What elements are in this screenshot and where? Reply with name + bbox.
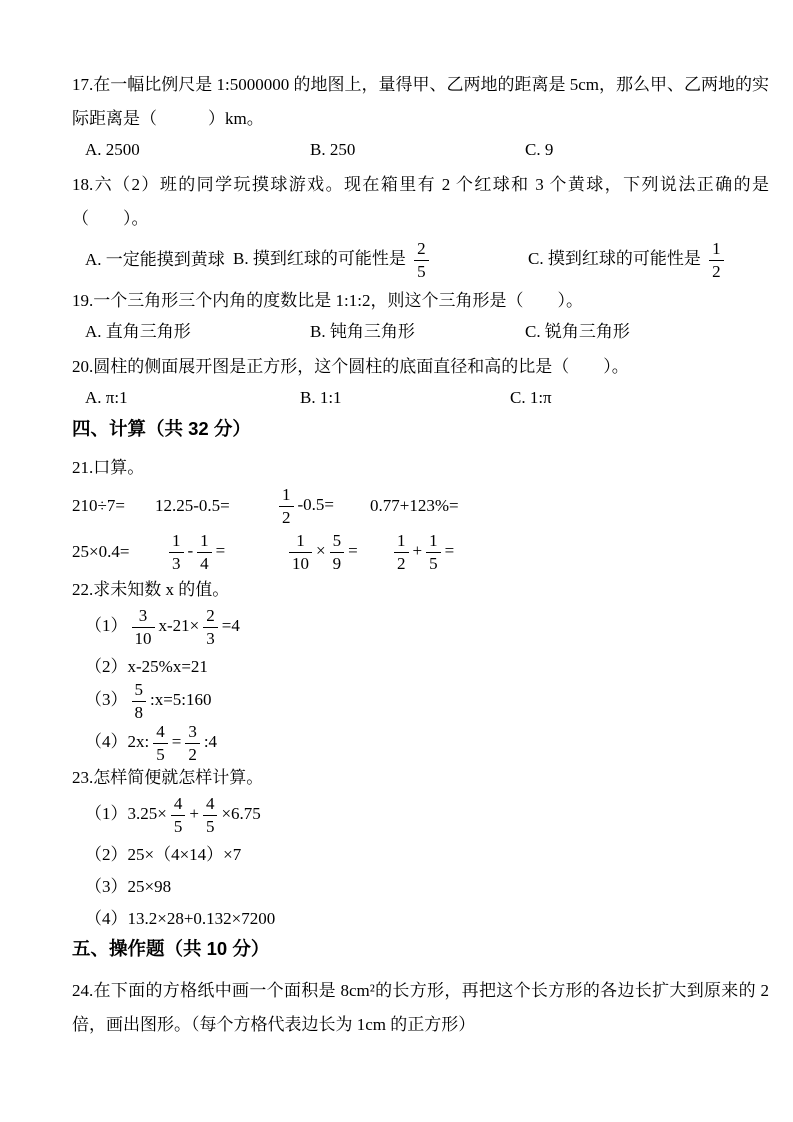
expression [85, 722, 217, 764]
fraction [171, 794, 186, 836]
fraction [197, 531, 212, 573]
option-c: C. 1:π [510, 388, 552, 407]
question-22-stem: 22.求未知数 x 的值。 [72, 580, 230, 599]
question-24-stem: 24.在下面的方格纸中画一个面积是 8cm²的长方形，再把这个长方形的各边长扩大到原来的 2 倍，画出图形。（每个方格代表边长为 1cm 的正方形） [72, 981, 769, 1035]
option-b: B. 钝角三角形 [310, 322, 415, 341]
fraction-numerator: 1 [709, 239, 724, 261]
expression-text: + [189, 804, 199, 824]
expression-text: （4）13.2×28+0.132×7200 [85, 908, 276, 928]
fraction-numerator: 1 [169, 531, 184, 553]
option-a: A. 2500 [85, 140, 140, 159]
fraction-denominator: 2 [282, 507, 291, 527]
fraction [203, 606, 218, 648]
fraction [426, 531, 441, 573]
fraction-denominator: 8 [134, 702, 143, 722]
oral-calc-row-1 [72, 484, 769, 528]
question-18 [72, 168, 769, 282]
expression-text: x-21× [158, 615, 200, 635]
expression [285, 531, 390, 573]
expression [370, 496, 769, 516]
expression-text: = [215, 540, 226, 560]
fraction-numerator: 1 [289, 531, 312, 553]
sub-item-1 [85, 606, 769, 648]
expression-text: A. 一定能摸到黄球 [85, 250, 225, 269]
expression [390, 531, 769, 573]
expression-text: （1） [85, 615, 128, 635]
expression-text: 0.77+123%= [370, 496, 459, 515]
expression-text: 12.25-0.5= [155, 496, 230, 515]
expression-text: :4 [203, 732, 218, 752]
expression [85, 652, 208, 677]
expression-text: （4）2x: [85, 732, 150, 752]
fraction-numerator: 4 [171, 794, 186, 816]
expression-text: 210÷7= [72, 496, 125, 515]
fraction [169, 531, 184, 573]
question-19 [72, 284, 769, 344]
fraction-denominator: 2 [397, 553, 406, 573]
option-b: B. 1:1 [300, 388, 342, 407]
fraction [132, 606, 155, 648]
question-20 [72, 350, 769, 410]
option-a: A. π:1 [85, 388, 128, 407]
expression-text: B. 摸到红球的可能性是 [233, 248, 411, 268]
fraction-denominator: 2 [188, 744, 197, 764]
fraction-numerator: 4 [153, 722, 168, 744]
fraction-denominator: 9 [332, 553, 342, 573]
expression-text: = [444, 540, 455, 560]
question-18-options [85, 238, 769, 282]
expression-text: （1）3.25× [85, 804, 167, 824]
fraction-denominator: 4 [200, 553, 209, 573]
expression [85, 680, 212, 722]
fraction-numerator: 5 [330, 531, 345, 553]
fraction-denominator: 5 [156, 744, 165, 764]
question-21 [72, 454, 769, 574]
question-24 [72, 974, 769, 1042]
fraction [279, 485, 294, 527]
expression-text: + [412, 540, 423, 560]
option-b [233, 239, 528, 281]
fraction [203, 794, 218, 836]
fraction-denominator: 5 [205, 816, 215, 836]
expression-text: 25×0.4= [72, 542, 130, 561]
fraction-denominator: 5 [417, 261, 426, 281]
expression [85, 794, 261, 836]
fraction-numerator: 1 [197, 531, 212, 553]
expression-text: ×6.75 [221, 804, 261, 824]
sub-item-4 [85, 722, 769, 764]
expression-text: （3）25×98 [85, 876, 172, 896]
expression-text: = [171, 732, 182, 752]
question-17-stem: 17.在一幅比例尺是 1:5000000 的地图上，量得甲、乙两地的距离是 5cm，那么甲、乙两地的实际距离是（ ）km。 [72, 75, 769, 128]
section-5-heading: 五、操作题（共 10 分） [72, 938, 270, 960]
fraction [414, 239, 429, 281]
sub-item-3 [85, 680, 769, 722]
expression-text: :x=5:160 [150, 690, 212, 710]
expression [85, 606, 240, 648]
expression [165, 531, 285, 573]
fraction-numerator: 5 [132, 680, 147, 702]
fraction-denominator: 3 [172, 553, 181, 573]
fraction-numerator: 1 [279, 485, 294, 507]
expression [85, 840, 241, 865]
fraction [185, 722, 200, 764]
question-23 [72, 764, 769, 932]
fraction-numerator: 2 [414, 239, 429, 261]
expression-text: = [348, 540, 358, 560]
fraction-denominator: 2 [712, 261, 721, 281]
expression-text: （2）25×（4×14）×7 [85, 844, 242, 864]
expression [275, 485, 370, 527]
fraction-denominator: 10 [134, 628, 152, 648]
question-19-options [85, 320, 769, 344]
expression [85, 872, 171, 897]
question-19-stem: 19.一个三角形三个内角的度数比是 1:1:2，则这个三角形是（ ）。 [72, 291, 583, 310]
oral-calc-row-2 [72, 530, 769, 574]
section-4-heading: 四、计算（共 32 分） [72, 418, 251, 439]
option-c: C. 锐角三角形 [525, 322, 630, 341]
option-c [528, 239, 769, 281]
fraction [709, 239, 724, 281]
question-20-options [85, 386, 769, 410]
expression [155, 496, 275, 516]
fraction-denominator: 5 [429, 553, 438, 573]
expression-text: （2）x-25%x=21 [85, 656, 208, 676]
fraction-numerator: 3 [132, 606, 155, 628]
sub-item-1 [85, 794, 769, 836]
fraction [132, 680, 147, 722]
question-17-options [85, 138, 769, 162]
question-17 [72, 68, 769, 162]
fraction [330, 531, 345, 573]
sub-item-3 [85, 868, 769, 900]
expression-text: - [187, 540, 194, 560]
expression-text: × [316, 540, 326, 560]
fraction-denominator: 3 [206, 628, 215, 648]
fraction [289, 531, 312, 573]
expression [85, 904, 275, 929]
fraction-numerator: 1 [394, 531, 409, 553]
expression [72, 496, 155, 516]
fraction-numerator: 3 [185, 722, 200, 744]
sub-item-2 [85, 648, 769, 680]
question-21-stem: 21.口算。 [72, 458, 145, 477]
option-a: A. 直角三角形 [85, 322, 191, 341]
fraction [394, 531, 409, 573]
fraction-numerator: 2 [203, 606, 218, 628]
expression-text: =4 [221, 615, 240, 635]
option-c: C. 9 [525, 140, 554, 159]
sub-item-2 [85, 836, 769, 868]
expression-text: （3） [85, 690, 128, 710]
expression-text: C. 摸到红球的可能性是 [528, 248, 706, 268]
fraction-denominator: 5 [173, 816, 183, 836]
fraction [153, 722, 168, 764]
fraction-numerator: 4 [203, 794, 218, 816]
question-20-stem: 20.圆柱的侧面展开图是正方形，这个圆柱的底面直径和高的比是（ ）。 [72, 357, 629, 376]
expression [72, 542, 165, 562]
option-b: B. 250 [310, 140, 356, 159]
fraction-denominator: 10 [292, 553, 309, 573]
question-23-stem: 23.怎样简便就怎样计算。 [72, 768, 264, 788]
question-18-stem: 18.六（2）班的同学玩摸球游戏。现在箱里有 2 个红球和 3 个黄球，下列说法正确的是（ ）。 [72, 175, 769, 228]
option-a [85, 248, 233, 272]
expression-text: -0.5= [297, 494, 334, 514]
question-22 [72, 576, 769, 764]
sub-item-4 [85, 900, 769, 932]
fraction-numerator: 1 [426, 531, 441, 553]
